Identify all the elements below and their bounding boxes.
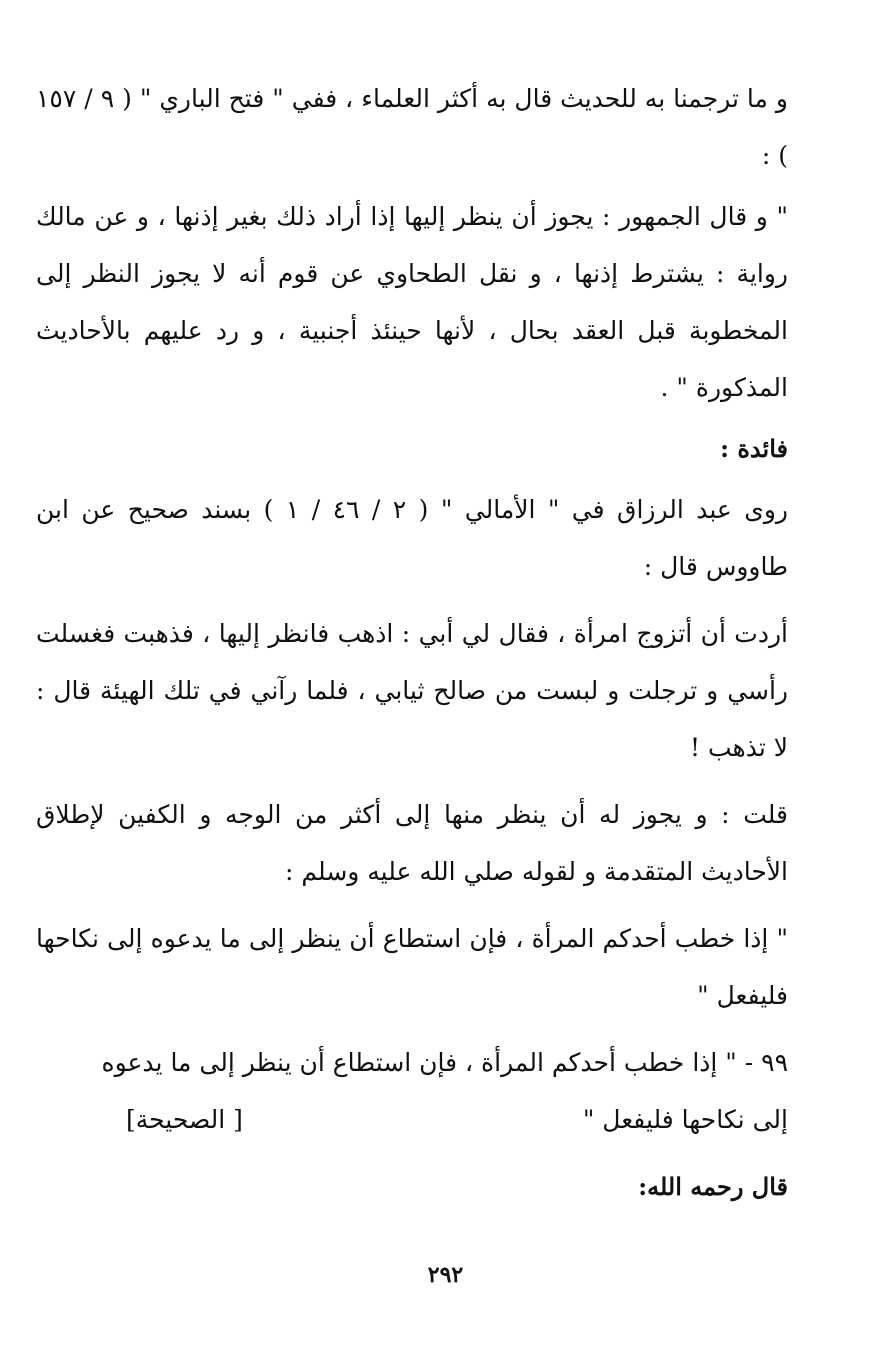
paragraph-fath-al-bari-intro: و ما ترجمنا به للحديث قال به أكثر العلماء ، ففي " فتح الباري " ( ٩ / ١٥٧ ) : [36,84,788,170]
hadith-99-line1 [36,1034,788,1091]
paragraph-abdulrazzaq: روى عبد الرزاق في " الأمالي " ( ٢ / ٤٦ / ١ ) بسند صحيح عن ابن طاووس قال : [36,495,788,581]
faida-heading: فائدة : [720,434,788,463]
hadith-99-text-line1: ٩٩ - " إذا خطب أحدكم المرأة ، فإن استطاع أن ينظر إلى ما يدعوه [101,1048,788,1077]
book-page [36,70,788,1215]
hadith-source-label: [ الصحيحة] [126,1105,243,1134]
page-number: ٢٩٢ [427,1262,464,1288]
hadith-99-block [36,1034,788,1148]
paragraph-author-comment: قلت : و يجوز له أن ينظر منها إلى أكثر من الوجه و الكفين لإطلاق الأحاديث المتقدمة و لقوله صلي الله عليه وسلم : [36,800,788,886]
hadith-quotation: " إذا خطب أحدكم المرأة ، فإن استطاع أن ينظر إلى ما يدعوه إلى نكاحها فليفعل " [36,924,788,1010]
quotation-jumhur: " و قال الجمهور : يجوز أن ينظر إليها إذا أراد ذلك بغير إذنها ، و عن مالك رواية : يشترط إذنها ، و نقل الطحاوي عن قوم أنه لا يجوز النظر إلى المخطوبة قبل العقد بحال ، لأنها حينئذ أجنبية ، و رد عليهم بالأحاديث المذكورة " . [36,202,788,402]
hadith-99-text-line2: إلى نكاحها فليفعل " [582,1105,788,1134]
qala-heading: قال رحمه الله: [638,1172,788,1201]
paragraph-ibn-tawus-story: أردت أن أتزوج امرأة ، فقال لي أبي : اذهب فانظر إليها ، فذهبت فغسلت رأسي و ترجلت و لبست من صالح ثيابي ، فلما رآني في تلك الهيئة قال : لا تذهب ! [36,619,788,762]
hadith-99-line2 [36,1091,788,1148]
